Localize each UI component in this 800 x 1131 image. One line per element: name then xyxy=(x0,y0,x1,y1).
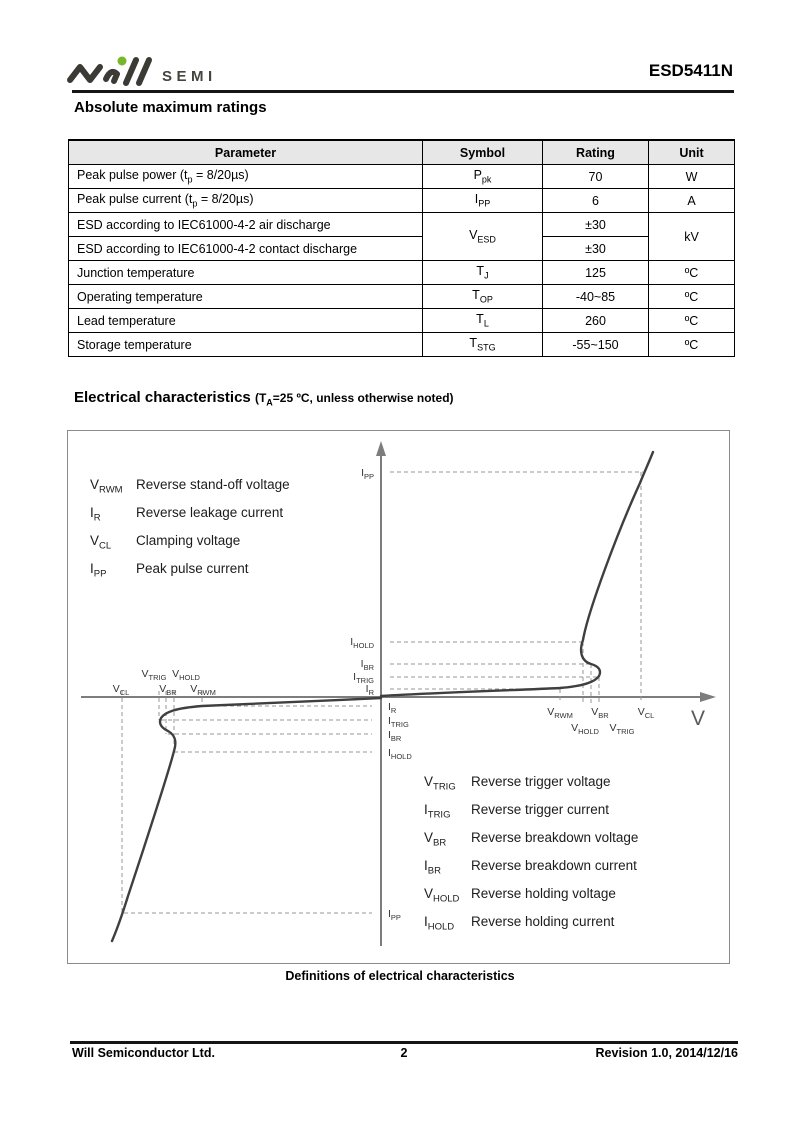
label-sub: BR xyxy=(363,663,374,672)
subtitle-pre: (T xyxy=(254,391,267,405)
label-vrwm-neg xyxy=(190,683,216,697)
param-cell: Operating temperature xyxy=(69,285,423,309)
brand-logo xyxy=(64,50,244,92)
legend-row xyxy=(424,802,638,830)
symbol-sub: PP xyxy=(478,198,491,209)
symbol xyxy=(424,858,471,877)
label-sub: HOLD xyxy=(578,727,599,736)
label-sub: RWM xyxy=(554,711,573,720)
legend-row xyxy=(90,533,290,561)
symbol-base: I xyxy=(424,858,428,873)
symbol-cell xyxy=(423,165,543,189)
label-sub: RWM xyxy=(197,688,216,697)
label-base: I xyxy=(388,729,391,741)
label-base: I xyxy=(350,636,354,648)
param-text-post: = 8/20µs) xyxy=(197,192,254,207)
rating-cell: ±30 xyxy=(543,237,649,261)
symbol-sub: L xyxy=(483,318,489,329)
label-ir-neg xyxy=(388,701,397,715)
label-sub: PP xyxy=(363,472,374,481)
label-sub: TRIG xyxy=(616,727,635,736)
unit-cell: W xyxy=(649,165,735,189)
symbol-description: Reverse trigger current xyxy=(471,802,610,817)
logo-slash-1 xyxy=(126,60,136,83)
param-text-post: = 8/20µs) xyxy=(192,168,249,183)
symbol-cell xyxy=(423,189,543,213)
label-base: V xyxy=(159,683,167,695)
symbol-base: I xyxy=(90,561,94,576)
param-cell: ESD according to IEC61000-4-2 air discharge xyxy=(69,213,423,237)
label-base: V xyxy=(637,706,645,718)
col-header-symbol: Symbol xyxy=(423,140,543,165)
legend-row xyxy=(424,914,638,942)
label-base: V xyxy=(591,706,599,718)
label-sub: TRIG xyxy=(148,673,167,682)
page-footer xyxy=(70,1046,738,1060)
label-sub: R xyxy=(368,688,374,697)
table-row xyxy=(69,165,735,189)
symbol-sub: BR xyxy=(427,865,441,877)
symbol xyxy=(90,477,136,496)
label-ipp-pos xyxy=(361,467,374,481)
label-base: V xyxy=(190,683,198,695)
symbol-base: V xyxy=(90,533,100,548)
symbol-base: V xyxy=(424,774,434,789)
rating-cell: ±30 xyxy=(543,213,649,237)
param-cell xyxy=(69,165,423,189)
label-vhold-neg xyxy=(172,668,200,682)
symbol-base: T xyxy=(476,264,485,279)
symbol-base: I xyxy=(474,192,479,207)
label-vbr-neg xyxy=(159,683,177,697)
symbol-description: Reverse trigger voltage xyxy=(471,774,611,789)
label-base: V xyxy=(609,722,617,734)
figure-caption: Definitions of electrical characteristics xyxy=(285,969,515,983)
logo-wave xyxy=(70,67,100,80)
label-sub: CL xyxy=(119,688,130,697)
symbol-sub: RWM xyxy=(99,484,123,496)
symbol-description: Peak pulse current xyxy=(136,561,249,576)
symbol-base: V xyxy=(90,477,100,492)
col-header-rating: Rating xyxy=(543,140,649,165)
label-base: I xyxy=(388,701,391,713)
label-base: I xyxy=(353,671,357,683)
label-base: I xyxy=(388,908,391,920)
symbol-description: Reverse holding current xyxy=(471,914,615,929)
legend-row xyxy=(90,561,290,589)
subtitle-post: =25 ºC, unless otherwise noted) xyxy=(272,391,454,405)
symbol-sub: OP xyxy=(479,294,493,305)
label-sub: BR xyxy=(598,711,609,720)
symbol-sub: TRIG xyxy=(427,809,451,821)
label-vcl-pos xyxy=(638,706,655,720)
param-cell xyxy=(69,189,423,213)
unit-cell: A xyxy=(649,189,735,213)
symbol-base: T xyxy=(469,336,478,351)
label-itrig-pos xyxy=(353,671,374,685)
unit-cell: ºC xyxy=(649,261,735,285)
figure-legend-bottom xyxy=(424,774,638,942)
label-sub: TRIG xyxy=(390,720,409,729)
label-ibr-neg xyxy=(388,729,402,743)
unit-cell: ºC xyxy=(649,285,735,309)
absolute-maximum-ratings-table xyxy=(68,139,735,357)
part-number: ESD5411N xyxy=(648,61,733,80)
symbol xyxy=(424,802,471,821)
symbol-description: Reverse breakdown current xyxy=(471,858,637,873)
symbol-sub: TRIG xyxy=(433,781,456,793)
symbol-description: Reverse stand-off voltage xyxy=(136,477,290,492)
x-axis-arrow xyxy=(700,692,716,702)
label-sub: HOLD xyxy=(179,673,200,682)
label-sub: HOLD xyxy=(353,641,374,650)
table-row xyxy=(69,189,735,213)
y-axis-arrow xyxy=(376,441,386,456)
symbol-base: P xyxy=(473,168,482,183)
label-sub: CL xyxy=(644,711,655,720)
symbol-sub: ESD xyxy=(477,234,496,245)
symbol-cell xyxy=(423,213,543,261)
symbol-sub: BR xyxy=(433,837,447,849)
symbol-base: V xyxy=(469,228,478,243)
label-base: I xyxy=(360,658,364,670)
symbol-cell xyxy=(423,309,543,333)
label-base: V xyxy=(172,668,180,680)
label-base: I xyxy=(365,683,369,695)
legend-row xyxy=(90,505,290,533)
symbol-sub: HOLD xyxy=(433,893,460,905)
label-base: I xyxy=(361,467,364,479)
symbol xyxy=(90,505,136,524)
symbol xyxy=(90,533,136,552)
rating-cell: 260 xyxy=(543,309,649,333)
brand-name: SEMI xyxy=(162,68,217,85)
symbol-base: I xyxy=(424,914,428,929)
label-base: I xyxy=(388,747,391,759)
param-cell: ESD according to IEC61000-4-2 contact discharge xyxy=(69,237,423,261)
unit-cell: ºC xyxy=(649,309,735,333)
header-divider xyxy=(72,90,734,93)
label-ibr-pos xyxy=(361,658,375,672)
label-vtrig-neg xyxy=(142,668,167,682)
symbol xyxy=(90,561,136,580)
symbol-base: I xyxy=(424,802,428,817)
label-sub: PP xyxy=(390,913,401,922)
symbol-cell xyxy=(423,333,543,357)
logo-i-stroke xyxy=(106,72,117,81)
label-vhold-pos xyxy=(571,722,599,736)
symbol-sub: R xyxy=(93,512,101,524)
figure-legend-top xyxy=(90,477,290,589)
label-vbr-pos xyxy=(591,706,609,720)
symbol-description: Clamping voltage xyxy=(136,533,241,548)
rating-cell: -40~85 xyxy=(543,285,649,309)
logo-dot xyxy=(118,57,127,66)
param-text: Peak pulse current (t xyxy=(77,192,193,207)
symbol-sub: STG xyxy=(477,342,496,353)
symbol-description: Reverse breakdown voltage xyxy=(471,830,639,845)
x-axis-label: V xyxy=(690,707,706,730)
col-header-unit: Unit xyxy=(649,140,735,165)
rating-cell: -55~150 xyxy=(543,333,649,357)
table-row xyxy=(69,261,735,285)
label-ihold-pos xyxy=(350,636,374,650)
rating-cell: 6 xyxy=(543,189,649,213)
symbol-sub: J xyxy=(484,270,489,281)
symbol xyxy=(424,830,471,849)
label-ir-pos xyxy=(366,683,375,697)
footer-company: Will Semiconductor Ltd. xyxy=(72,1046,215,1060)
unit-cell: kV xyxy=(649,213,735,261)
footer-page-number: 2 xyxy=(400,1046,408,1060)
col-header-parameter: Parameter xyxy=(69,140,423,165)
label-base: V xyxy=(547,706,555,718)
label-ipp-neg xyxy=(388,908,401,922)
section-title-absolute-maximum-ratings: Absolute maximum ratings xyxy=(74,99,267,116)
symbol-sub: pk xyxy=(481,174,492,185)
label-base: V xyxy=(112,683,120,695)
table-row xyxy=(69,333,735,357)
param-sub: p xyxy=(192,198,198,209)
table-header-row xyxy=(69,140,735,165)
legend-row xyxy=(424,858,638,886)
legend-row xyxy=(424,886,638,914)
section-title-electrical-characteristics xyxy=(74,389,454,407)
symbol-description: Reverse holding voltage xyxy=(471,886,616,901)
symbol-sub: HOLD xyxy=(427,921,455,933)
symbol-sub: PP xyxy=(93,568,107,580)
label-sub: TRIG xyxy=(356,676,374,685)
footer-revision: Revision 1.0, 2014/12/16 xyxy=(595,1046,738,1060)
label-vcl-neg xyxy=(113,683,130,697)
unit-cell: ºC xyxy=(649,333,735,357)
table-row xyxy=(69,309,735,333)
label-base: V xyxy=(141,668,149,680)
symbol xyxy=(424,914,471,933)
symbol-base: V xyxy=(424,830,434,845)
symbol-cell xyxy=(423,261,543,285)
symbol-base: T xyxy=(472,288,480,303)
label-sub: BR xyxy=(166,688,177,697)
table-row xyxy=(69,285,735,309)
legend-row xyxy=(90,477,290,505)
param-cell: Junction temperature xyxy=(69,261,423,285)
legend-row xyxy=(424,830,638,858)
subtitle-sub: A xyxy=(266,397,273,408)
section-subtitle xyxy=(254,391,454,408)
label-base: I xyxy=(388,715,391,727)
param-cell: Storage temperature xyxy=(69,333,423,357)
param-text: Peak pulse power (t xyxy=(77,168,188,183)
symbol-sub: CL xyxy=(99,540,112,552)
rating-cell: 70 xyxy=(543,165,649,189)
symbol xyxy=(424,886,471,905)
vi-characteristics-figure xyxy=(67,430,730,964)
symbol-cell xyxy=(423,285,543,309)
legend-row xyxy=(424,774,638,802)
label-vtrig-pos xyxy=(610,722,635,736)
table-row xyxy=(69,237,735,261)
footer-divider xyxy=(70,1041,738,1044)
label-vrwm-pos xyxy=(547,706,573,720)
symbol xyxy=(424,774,471,793)
label-sub: R xyxy=(390,706,397,715)
param-cell: Lead temperature xyxy=(69,309,423,333)
symbol-description: Reverse leakage current xyxy=(136,505,284,520)
logo-slash-2 xyxy=(139,60,149,83)
table-row xyxy=(69,213,735,237)
rating-cell: 125 xyxy=(543,261,649,285)
label-itrig-neg xyxy=(388,715,409,729)
label-ihold-neg xyxy=(388,747,412,761)
symbol-base: V xyxy=(424,886,434,901)
section-title-text: Electrical characteristics xyxy=(74,389,251,406)
label-sub: BR xyxy=(390,734,402,743)
symbol-base: T xyxy=(476,312,484,327)
label-base: V xyxy=(571,722,579,734)
param-sub: p xyxy=(187,174,193,185)
label-sub: HOLD xyxy=(390,752,412,761)
symbol-base: I xyxy=(90,505,94,520)
